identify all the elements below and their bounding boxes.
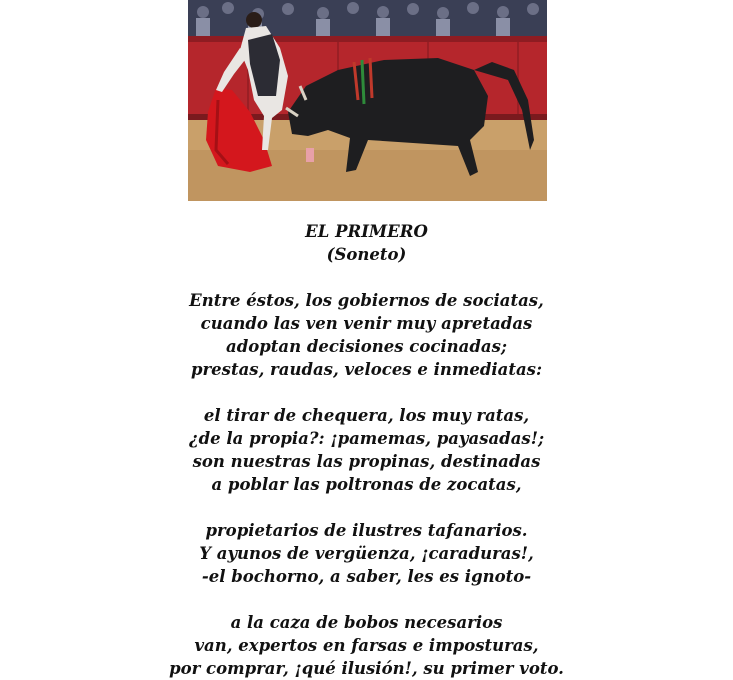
poem-line: prestas, raudas, veloces e inmediatas:	[190, 360, 543, 379]
poem-line: -el bochorno, a saber, les es ignoto-	[201, 567, 532, 586]
poem-line: propietarios de ilustres tafanarios.	[205, 521, 528, 540]
poem-line: cuando las ven venir muy apretadas	[200, 314, 533, 333]
poem-line: por comprar, ¡qué ilusión!, su primer voto.	[169, 659, 564, 678]
poem-line: Entre éstos, los gobiernos de sociatas,	[189, 291, 544, 310]
poem-line: ¿de la propia?: ¡pamemas, payasadas!;	[188, 429, 545, 448]
poem-line: Y ayunos de vergüenza, ¡caraduras!,	[199, 544, 534, 563]
poem-line: son nuestras las propinas, destinadas	[192, 452, 541, 471]
poem-title: EL PRIMERO	[305, 222, 428, 241]
poem	[0, 220, 733, 680]
poem-line: adoptan decisiones cocinadas;	[226, 337, 507, 356]
poem-line: a la caza de bobos necesarios	[230, 613, 503, 632]
poem-subtitle: (Soneto)	[326, 245, 407, 264]
poem-line: el tirar de chequera, los muy ratas,	[203, 406, 530, 425]
bullfight-illustration	[188, 0, 547, 201]
bullfight-photo	[188, 0, 547, 201]
poem-line: van, expertos en farsas e imposturas,	[194, 636, 539, 655]
poem-line: a poblar las poltronas de zocatas,	[211, 475, 522, 494]
